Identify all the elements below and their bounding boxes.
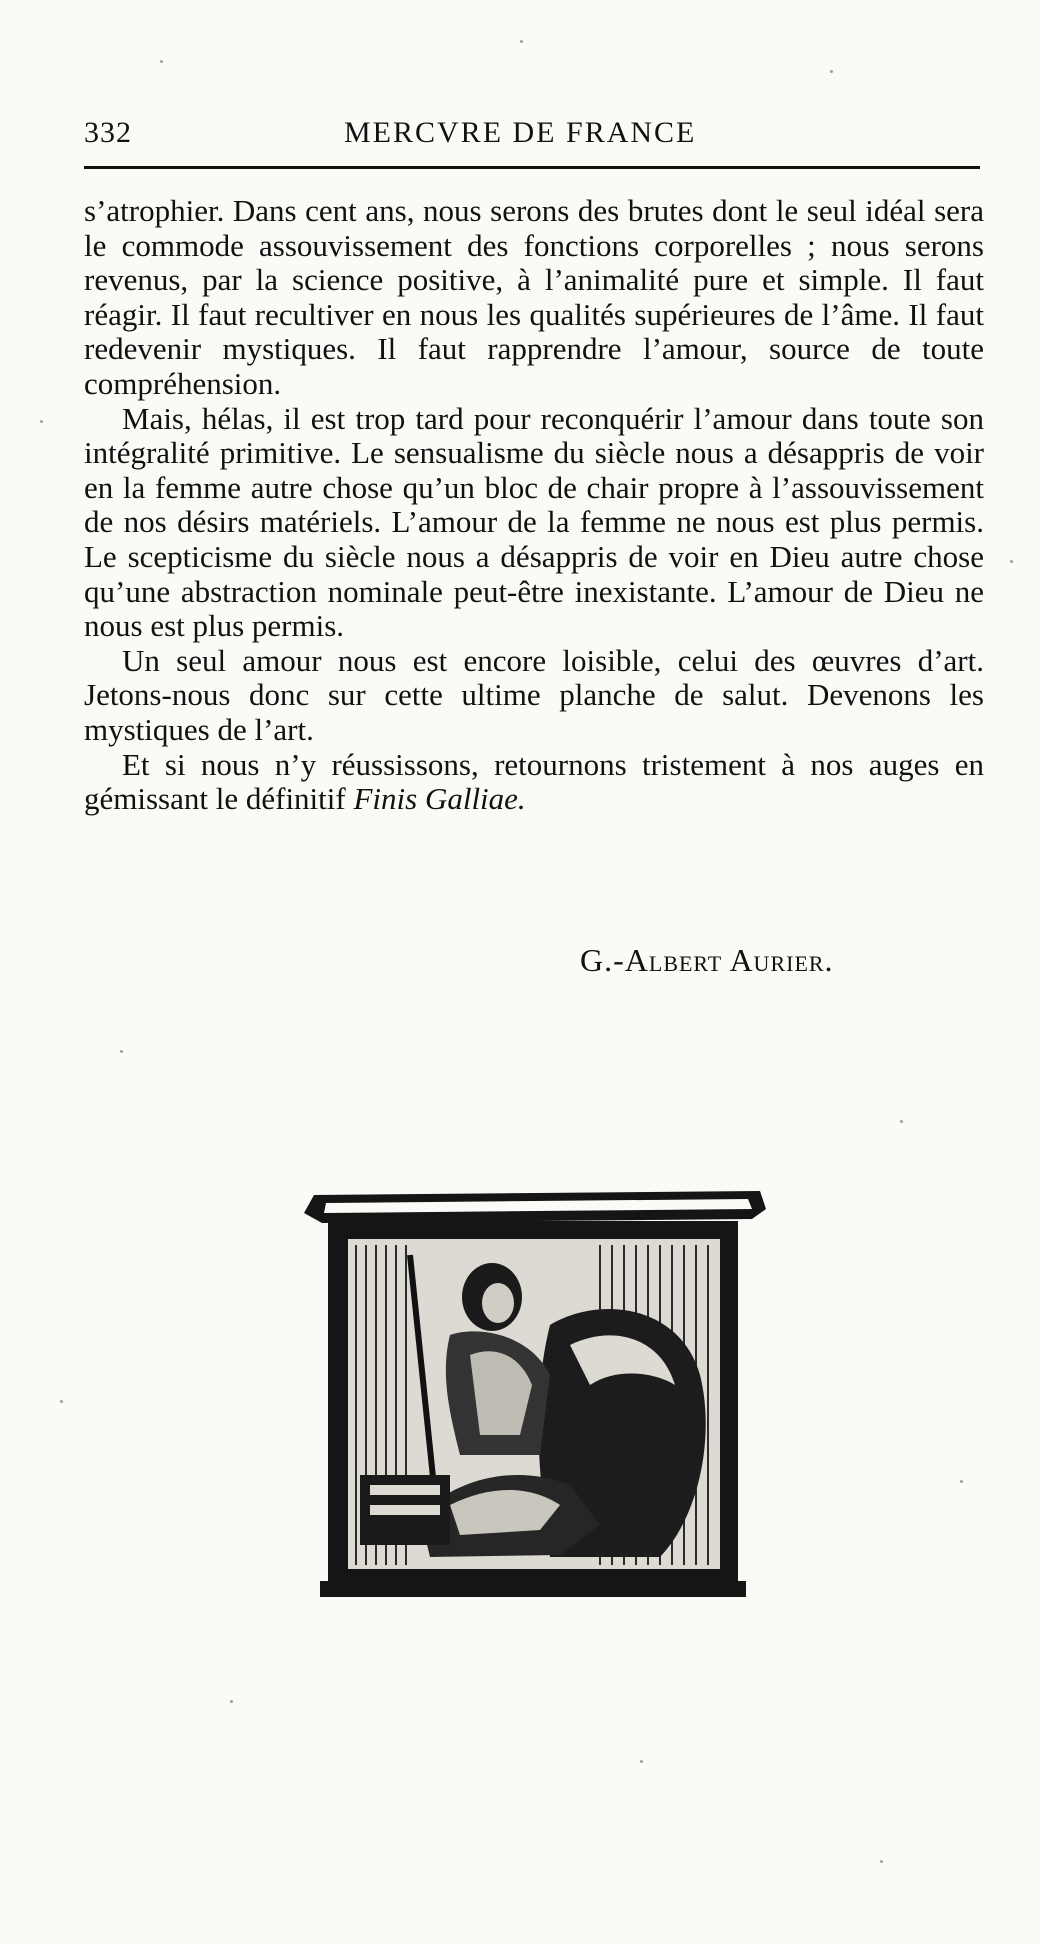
header-rule: [84, 166, 980, 169]
paper-speck: [1010, 560, 1013, 563]
article-body: [84, 194, 984, 817]
author-signature: G.-Albert Aurier.: [580, 942, 834, 978]
paragraph-1: s’atrophier. Dans cent ans, nous serons des brutes dont le seul idéal sera le commode assouvissement des fonctions corporelles ; nous serons revenus, par la science positive, à l’animalité pure et simple. Il faut réagir. Il faut recultiver en nous les qualités supérieures de l’âme. Il faut redevenir mystiques. Il faut rapprendre l’amour, source de toute compréhension.: [84, 193, 984, 401]
page-header: [84, 112, 984, 160]
paragraph-4: [84, 748, 984, 817]
finis-galliae: Finis Galliae.: [353, 781, 526, 817]
paper-speck: [60, 1400, 63, 1403]
paper-speck: [230, 1700, 233, 1703]
paper-speck: [40, 420, 43, 423]
running-head: MERCVRE DE FRANCE: [344, 116, 697, 149]
paragraph-3: Un seul amour nous est encore loisible, celui des œuvres d’art. Jetons-nous donc sur cette ultime planche de salut. Devenons les mystiques de l’art.: [84, 642, 984, 747]
engraved-vignette-seated-figure-icon: [300, 1185, 770, 1600]
paper-speck: [830, 70, 833, 73]
paragraph-4-text: Et si nous n’y réussissons, retournons tristement à nos auges en gémissant le définitif: [84, 746, 984, 817]
paragraph-2: Mais, hélas, il est trop tard pour reconquérir l’amour dans toute son intégralité primitive. Le sensualisme du siècle nous a désappris de voir en la femme autre chose qu’un bloc de chair propre à l’assouvissement de nos désirs matériels. L’amour de la femme ne nous est plus permis. Le scepticisme du siècle nous a désappris de voir en Dieu autre chose qu’une abstraction nominale peut-être inexistante. L’amour de Dieu ne nous est plus permis.: [84, 400, 984, 644]
page-number: 332: [84, 116, 132, 149]
paper-speck: [520, 40, 523, 43]
paper-speck: [900, 1120, 903, 1123]
paper-speck: [960, 1480, 963, 1483]
paper-speck: [160, 60, 163, 63]
paper-speck: [640, 1760, 643, 1763]
paper-speck: [120, 1050, 123, 1053]
paper-speck: [880, 1860, 883, 1863]
